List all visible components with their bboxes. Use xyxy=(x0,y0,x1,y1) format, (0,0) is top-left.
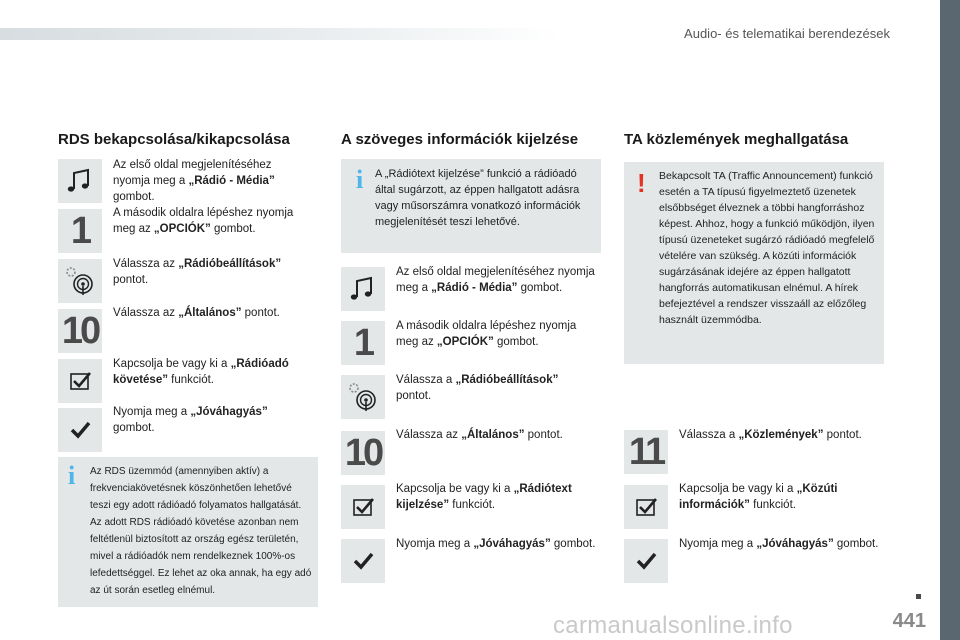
checkmark-icon xyxy=(624,539,668,583)
step-number-11: 11 xyxy=(624,430,668,474)
watermark: carmanualsonline.info xyxy=(553,612,793,639)
info-icon: i xyxy=(68,461,76,490)
text-step2-text: A második oldalra lépéshez nyomja meg az „OPCIÓK” gombot. xyxy=(396,320,577,348)
checkmark-icon xyxy=(341,539,385,583)
page-number: 441 xyxy=(892,610,926,632)
music-note-icon xyxy=(341,267,385,311)
text-info-note-text: A „Rádiótext kijelzése” funkció a rádióadó által sugárzott, az éppen hallgatott adásra vagy műsorszámra vonatkozó információk megjelenítését teszi lehetővé. xyxy=(375,168,581,228)
rds-info-note xyxy=(58,457,318,607)
text-step1-text: Az első oldal megjelenítéséhez nyomja meg a „Rádió - Média” gombot. xyxy=(396,266,595,294)
checkbox-toggle-icon xyxy=(624,485,668,529)
text-info-note xyxy=(341,159,601,253)
step-number-10: 10 xyxy=(341,431,385,475)
ta-warning-note xyxy=(624,162,884,364)
rds-step5-text: Kapcsolja be vagy ki a „Rádióadó követése” funkciót. xyxy=(113,358,289,386)
warning-icon: ! xyxy=(637,168,646,198)
page-marker xyxy=(916,594,921,599)
header-bar xyxy=(0,28,560,40)
checkbox-toggle-icon xyxy=(341,485,385,529)
rds-step2-text: A második oldalra lépéshez nyomja meg az „OPCIÓK” gombot. xyxy=(113,207,294,235)
ta-heading: TA közlemények meghallgatása xyxy=(624,131,849,148)
radio-settings-icon xyxy=(341,375,385,419)
rds-heading: RDS bekapcsolása/kikapcsolása xyxy=(58,131,290,148)
text-info-heading: A szöveges információk kijelzése xyxy=(341,131,579,148)
ta-step3-text: Nyomja meg a „Jóváhagyás” gombot. xyxy=(679,538,879,550)
step-number-10: 10 xyxy=(58,309,102,353)
page-edge-sidebar xyxy=(940,0,960,640)
rds-step4-text: Válassza az „Általános” pontot. xyxy=(113,307,280,319)
text-step5-text: Kapcsolja be vagy ki a „Rádiótext kijelzése” funkciót. xyxy=(396,483,572,511)
rds-note-text: Az RDS üzemmód (amennyiben aktív) a frekvenciakövetésnek köszönhetően lehetővé teszi egy adott rádióadó folyamatos hallgatását. Az adott RDS rádióadó követése azonban nem feltétlenül biztosított az ország egész területén, mivel a rádióadók nem rendelkeznek 100%-os lefedettséggel. Ez lehet az oka annak, ha egy adó az út során esetleg elnémul. xyxy=(90,466,312,596)
page-header-title: Audio- és telematikai berendezések xyxy=(684,26,890,41)
info-icon: i xyxy=(356,165,364,194)
music-note-icon xyxy=(58,159,102,203)
text-step6-text: Nyomja meg a „Jóváhagyás” gombot. xyxy=(396,538,596,550)
text-step3-text: Válassza a „Rádióbeállítások” pontot. xyxy=(396,374,559,402)
ta-note-text: Bekapcsolt TA (Traffic Announcement) funkció esetén a TA típusú figyelmeztető üzenetek elsőbbséget élveznek a többi hangforráshoz képest. Ahhoz, hogy a funkció működjön, ilyen típusú üzeneteket sugárzó rádióadó megfelelő vételére van szükség. A közúti információk sugárzásának idejére az éppen hallgatott hangforrás automatikusan elnémul. A hírek befejeztével a rendszer visszaáll az előzőleg használt üzemmódba. xyxy=(659,170,875,326)
text-step4-text: Válassza az „Általános” pontot. xyxy=(396,429,563,441)
ta-step2-text: Kapcsolja be vagy ki a „Közúti információk” funkciót. xyxy=(679,483,838,511)
rds-step6-text: Nyomja meg a „Jóváhagyás” gombot. xyxy=(113,406,268,434)
rds-step3-text: Válassza az „Rádióbeállítások” pontot. xyxy=(113,258,282,286)
checkmark-icon xyxy=(58,408,102,452)
rds-step1-text: Az első oldal megjelenítéséhez nyomja meg a „Rádió - Média” gombot. xyxy=(113,159,275,203)
step-number-1: 1 xyxy=(341,321,385,365)
checkbox-toggle-icon xyxy=(58,359,102,403)
radio-settings-icon xyxy=(58,259,102,303)
step-number-1: 1 xyxy=(58,209,102,253)
ta-step1-text: Válassza a „Közlemények” pontot. xyxy=(679,429,862,441)
